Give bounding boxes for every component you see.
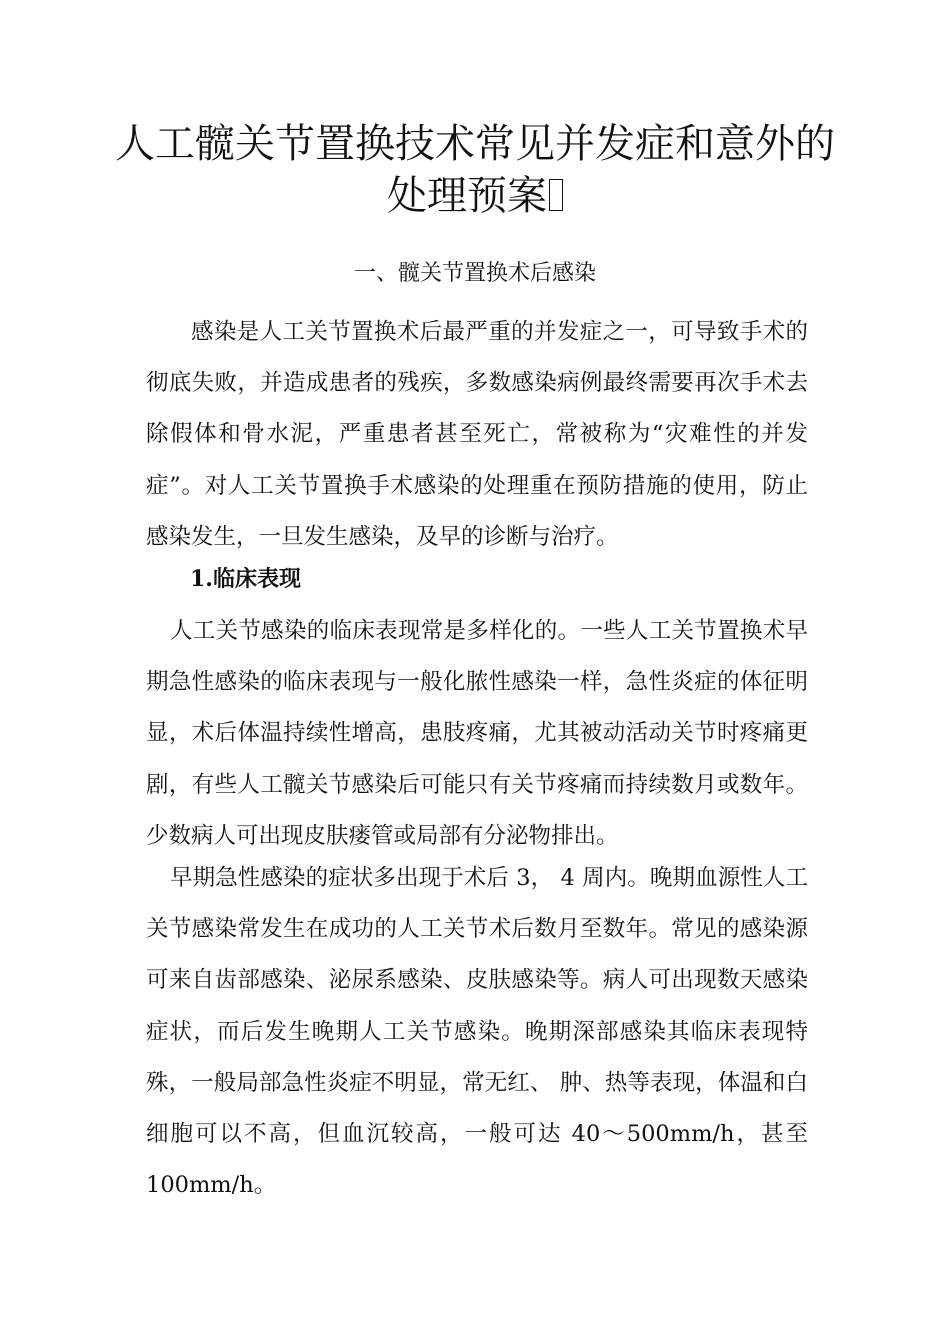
- missing-glyph-icon: [549, 179, 563, 211]
- title-line-1: 人工髋关节置换技术常见并发症和意外的: [115, 121, 835, 167]
- section-heading: 一、髋关节置换术后感染: [353, 261, 596, 286]
- title-line-2-text: 处理预案: [387, 173, 547, 219]
- document-title: [100, 118, 850, 222]
- paragraph-1: 感染是人工关节置换术后最严重的并发症之一，可导致手术的彻底失败，并造成患者的残疾，多数感染病例最终需要再次手术去除假体和骨水泥，严重患者甚至死亡，常被称为“灾难性的并发症”。对人工关节置换手术感染的处理重在预防措施的使用，防止感染发生，一旦发生感染，及早的诊断与治疗。: [146, 319, 808, 550]
- paragraph-2: 人工关节感染的临床表现常是多样化的。一些人工关节置换术早期急性感染的临床表现与一般化脓性感染一样，急性炎症的体征明显，术后体温持续性增高，患肢疼痛，尤其被动活动关节时疼痛更剧，有些人工髋关节感染后可能只有关节疼痛而持续数月或数年。少数病人可出现皮肤瘘管或局部有分泌物排出。: [146, 618, 808, 849]
- subheading-clinical: 1.临床表现: [190, 566, 301, 592]
- paragraph-3: 早期急性感染的症状多出现于术后 3， 4 周内。晚期血源性人工关节感染常发生在成功的人工关节术后数月至数年。常见的感染源可来自齿部感染、泌尿系感染、皮肤感染等。病人可出现数天感染症状，而后发生晚期人工关节感染。晚期深部感染其临床表现特殊，一般局部急性炎症不明显，常无红、 肿、热等表现，体温和白细胞可以不高，但血沉较高，一般可达 40〜500mm/h，甚至100mm/h。: [146, 865, 808, 1199]
- title-line-2: [100, 170, 850, 222]
